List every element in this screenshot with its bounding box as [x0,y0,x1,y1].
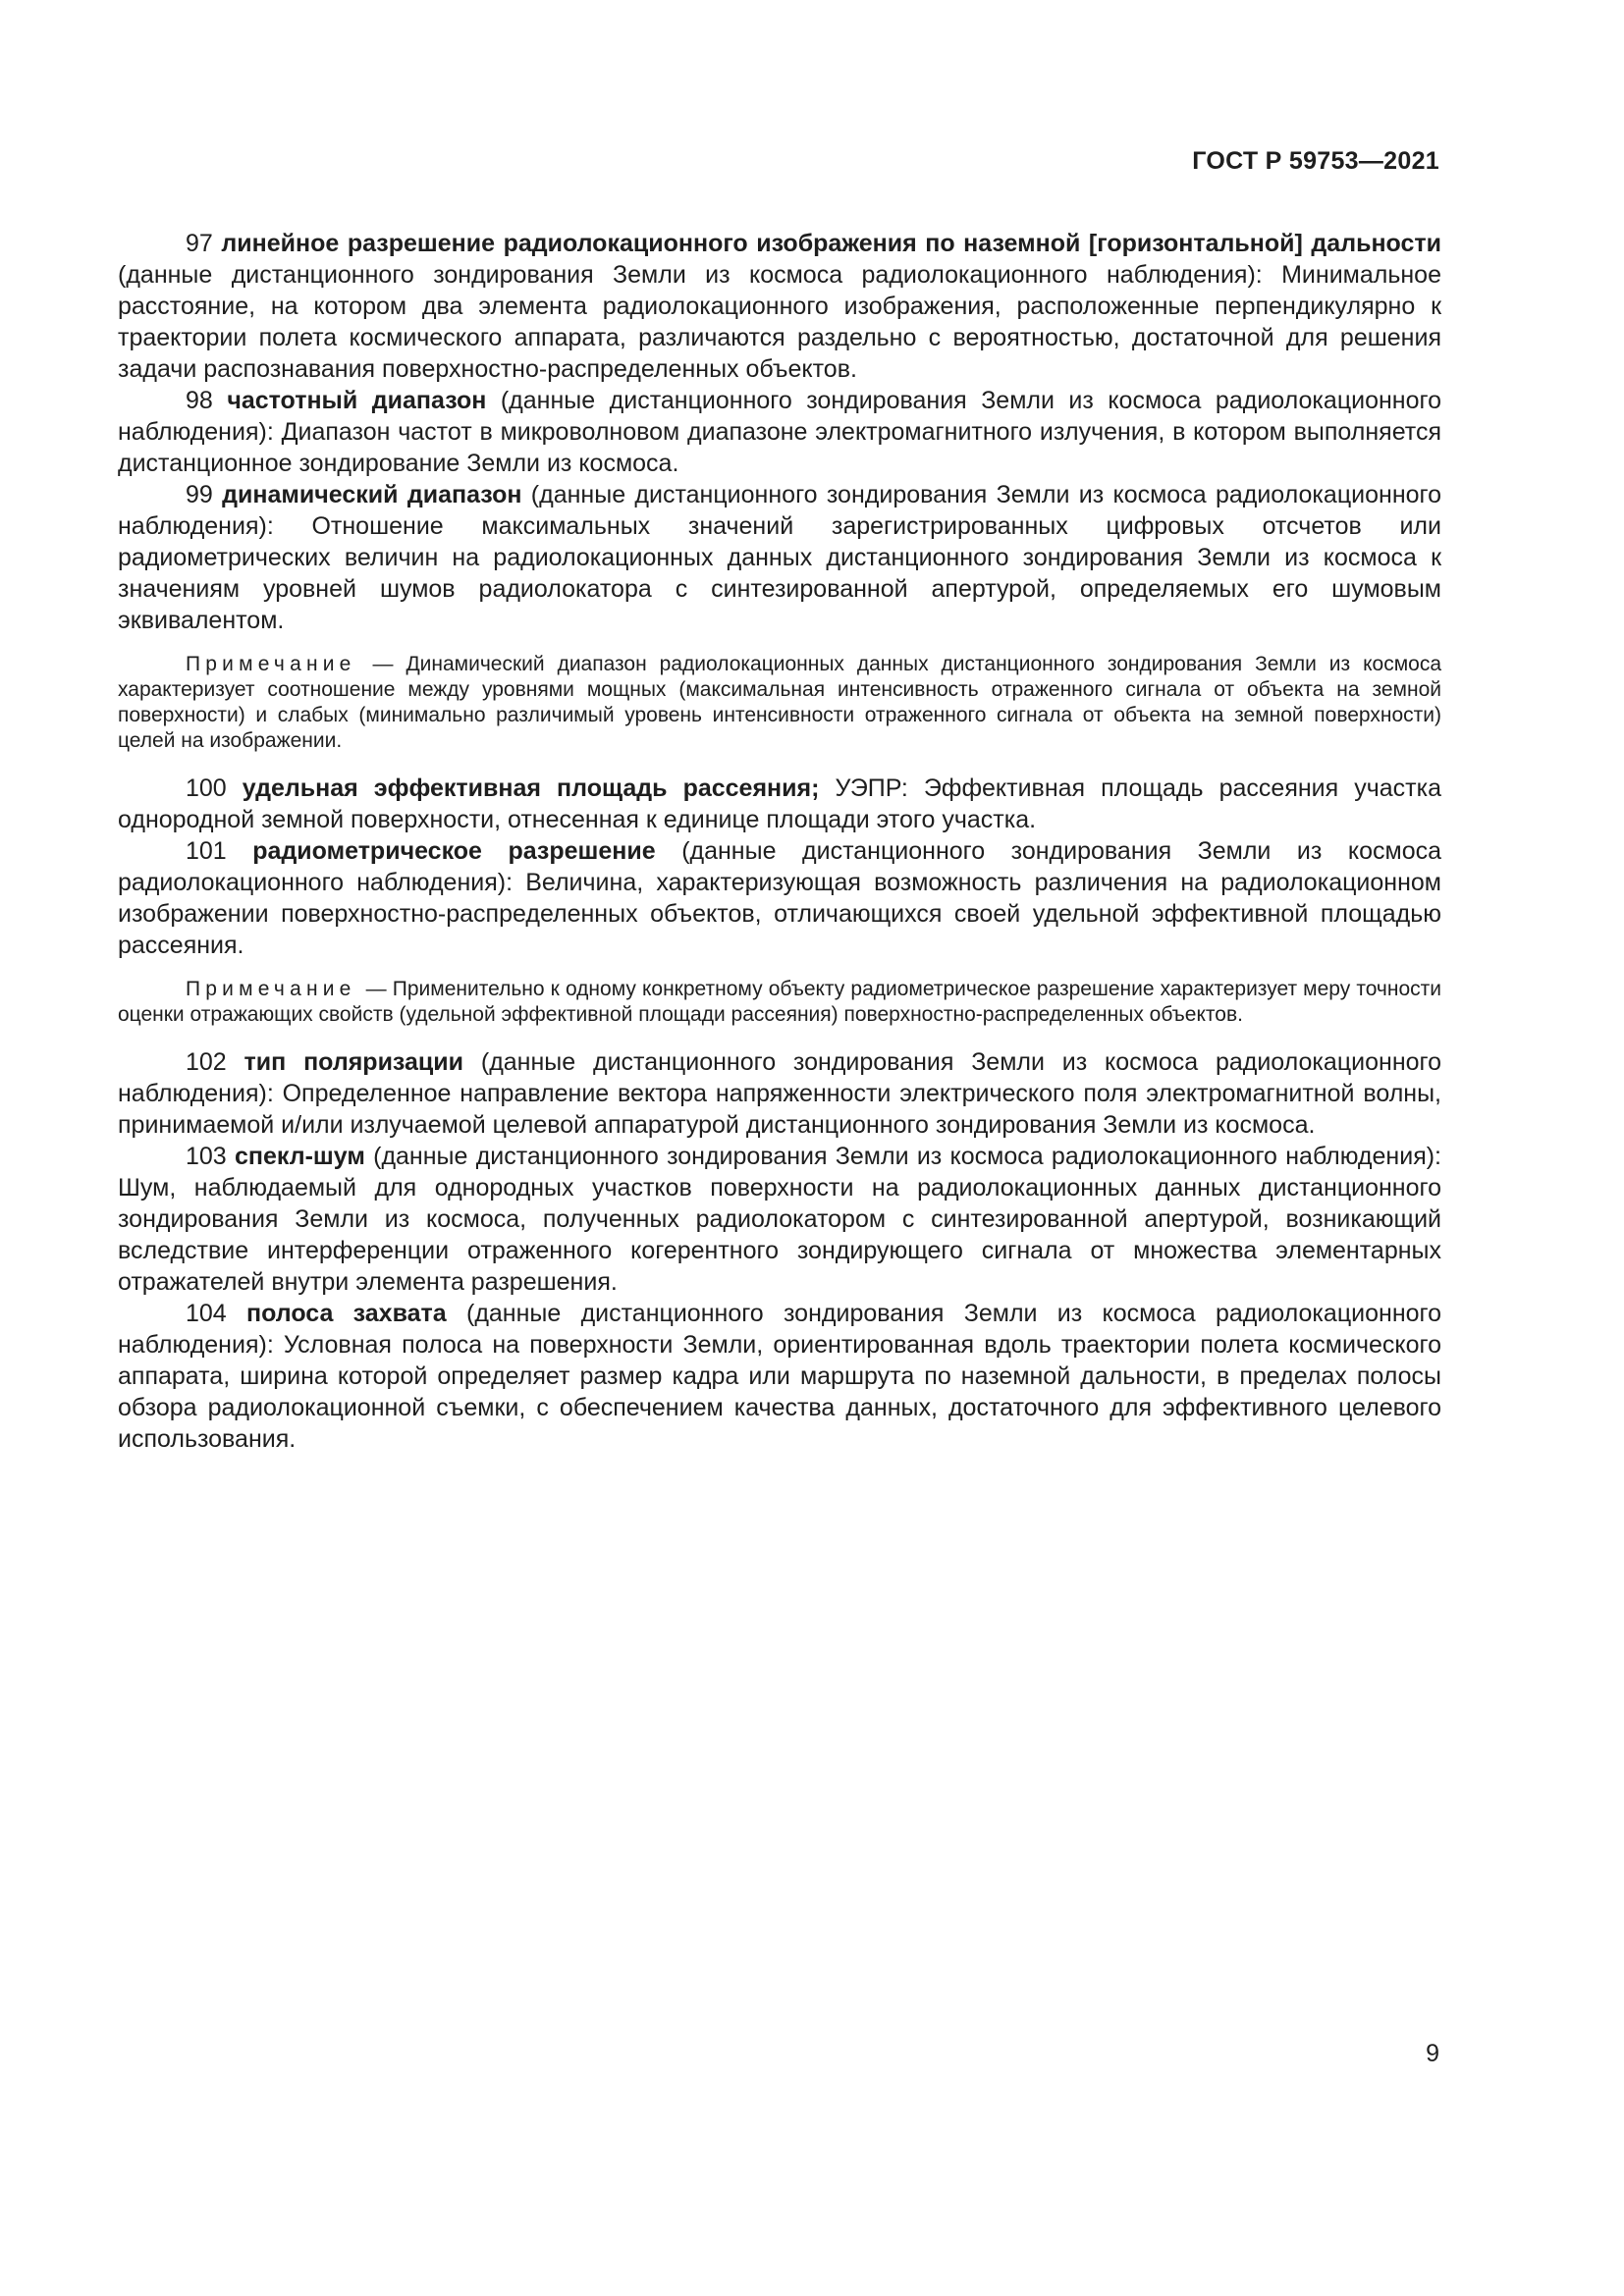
term-definition: (данные дистанционного зондирования Земли из космоса радиолокационного наблюдения): Отношение максимальных значений зарегистрированных цифровых отсчетов или радиометрических величин на радиолокационных данных дистанционного зондирования Земли из космоса к значениям уровней шумов радиолокатора с синтезированной апертурой, определяемых его шумовым эквивалентом. [118,481,1442,634]
note-label: Примечание [186,653,356,675]
term-number: 100 [186,774,227,802]
term-entry-102 [118,1046,1441,1141]
term-definition: (данные дистанционного зондирования Земли из космоса радиолокационного наблюдения): Условная полоса на поверхности Земли, ориентированная вдоль траектории полета космического аппарата, ширина которой определяет размер кадра или маршрута по наземной дальности, в пределах полосы обзора радиолокационной съемки, с обеспечением качества данных, достаточного для эффективного целевого использования. [118,1300,1442,1453]
page-number: 9 [1426,2040,1439,2067]
term-number: 98 [186,387,213,414]
note-101 [118,977,1441,1028]
term-entry-97 [118,228,1441,385]
term-number: 103 [186,1143,227,1170]
term-name: спекл-шум [235,1143,365,1170]
term-number: 101 [186,837,227,865]
term-entry-98 [118,385,1441,479]
term-definition: (данные дистанционного зондирования Земли из космоса радиолокационного наблюдения): Шум, наблюдаемый для однородных участков поверхности на радиолокационных данных дистанционного зондирования Земли из космоса, полученных радиолокатором с синтезированной апертурой, возникающий вследствие интерференции отраженного когерентного зондирующего сигнала от множества элементарных отражателей внутри элемента разрешения. [118,1143,1442,1296]
term-name: динамический диапазон [222,481,522,508]
term-name: полоса захвата [246,1300,447,1327]
term-entry-101 [118,835,1441,961]
term-definition: (данные дистанционного зондирования Земли из космоса радиолокационного наблюдения): Определенное направление вектора напряженности электрического поля электромагнитной волны, принимаемой и/или излучаемой целевой аппаратурой дистанционного зондирования Земли из космоса. [118,1048,1441,1139]
term-name: частотный диапазон [227,387,487,414]
term-definition: (данные дистанционного зондирования Земли из космоса радиолокационного наблюдения): Минимальное расстояние, на котором два элемента радиолокационного изображения, расположенные перпендикулярно к траектории полета космического аппарата, различаются раздельно с вероятностью, достаточной для решения задачи распознавания поверхностно-распределенных объектов. [118,261,1441,383]
note-text: — Применительно к одному конкретному объекту радиометрическое разрешение характеризует меру точности оценки отражающих свойств (удельной эффективной площади рассеяния) поверхностно-распределенных объектов. [118,978,1441,1026]
term-entry-104 [118,1298,1441,1455]
term-number: 97 [186,230,213,257]
term-definition: (данные дистанционного зондирования Земли из космоса радиолокационного наблюдения): Диапазон частот в микроволновом диапазоне электромагнитного излучения, в котором выполняется дистанционное зондирование Земли из космоса. [118,387,1441,477]
term-entry-103 [118,1141,1441,1298]
term-entry-100 [118,773,1441,835]
note-label: Примечание [186,978,356,1000]
term-definition: (данные дистанционного зондирования Земли из космоса радиолокационного наблюдения): Величина, характеризующая возможность различения на радиолокационном изображении поверхностно-распределенных объектов, отличающихся своей удельной эффективной площадью рассеяния. [118,837,1442,959]
terms-section [118,228,1441,1455]
term-definition: УЭПР: Эффективная площадь рассеяния участка однородной земной поверхности, отнесенная к единице площади этого участка. [118,774,1442,833]
term-name: удельная эффективная площадь рассеяния; [242,774,820,802]
note-99 [118,652,1441,754]
term-name: тип поляризации [244,1048,464,1076]
note-text: — Динамический диапазон радиолокационных данных дистанционного зондирования Земли из космоса характеризует соотношение между уровнями мощных (максимальная интенсивность отраженного сигнала от объекта на земной поверхности) и слабых (минимально различимый уровень интенсивности отраженного сигнала от объекта на земной поверхности) целей на изображении. [118,653,1441,752]
term-number: 102 [186,1048,227,1076]
term-name: радиометрическое разрешение [252,837,656,865]
term-entry-99 [118,479,1441,636]
term-number: 104 [186,1300,227,1327]
term-name: линейное разрешение радиолокационного изображения по наземной [горизонтальной] дальности [221,230,1441,257]
document-number-header: ГОСТ Р 59753—2021 [1192,147,1439,175]
term-number: 99 [186,481,213,508]
